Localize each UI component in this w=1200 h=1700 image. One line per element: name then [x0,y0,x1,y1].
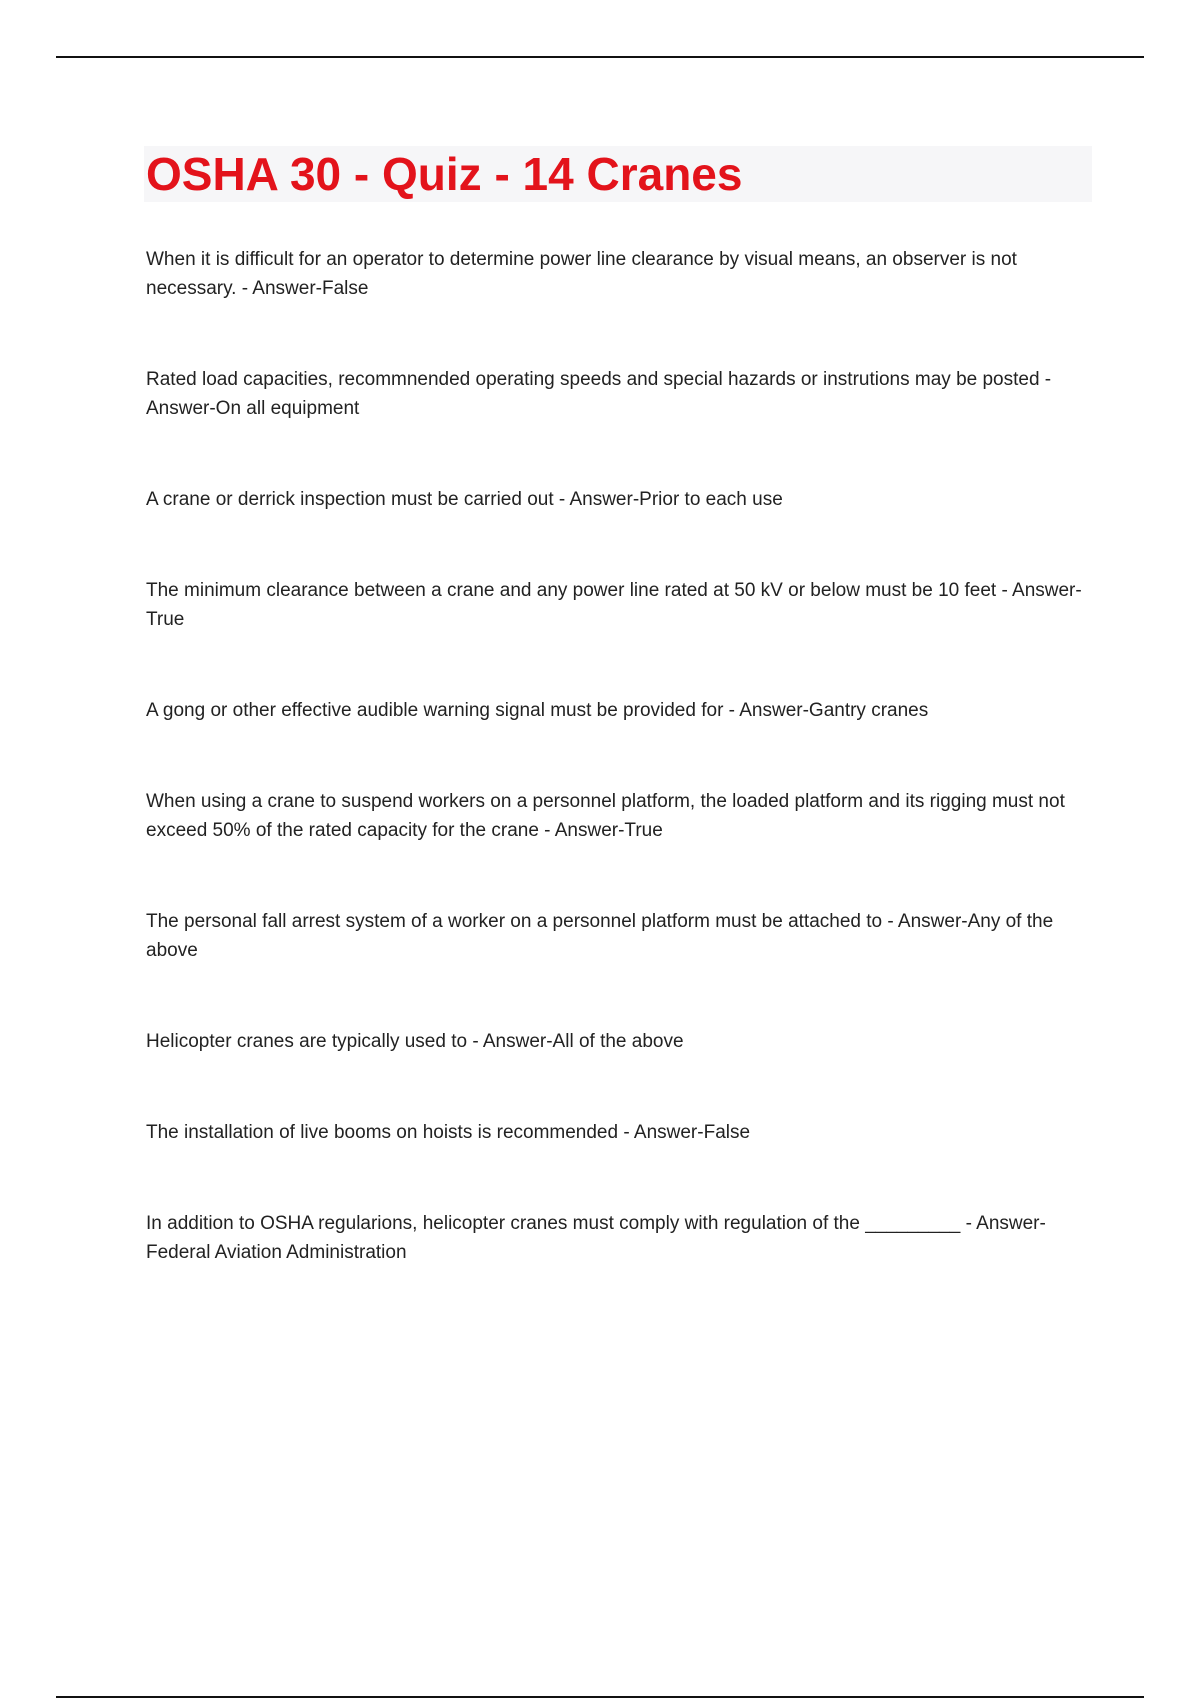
question-item: Helicopter cranes are typically used to - Answer-All of the above [146,1031,684,1052]
header-rule [56,56,1144,58]
footer-rule [56,1696,1144,1698]
question-item: The minimum clearance between a crane and any power line rated at 50 kV or below must be 10 feet - Answer-True [146,580,1082,630]
question-item: The personal fall arrest system of a worker on a personnel platform must be attached to - Answer-Any of the above [146,911,1054,961]
question-item: A gong or other effective audible warning signal must be provided for - Answer-Gantry cranes [146,700,929,721]
question-item: A crane or derrick inspection must be carried out - Answer-Prior to each use [146,489,783,510]
question-item: Rated load capacities, recommnended operating speeds and special hazards or instrutions may be posted - Answer-On all equipment [146,369,1052,419]
question-item: In addition to OSHA regularions, helicopter cranes must comply with regulation of the _________ - Answer-Federal Aviation Administration [146,1213,1046,1263]
document-title: OSHA 30 - Quiz - 14 Cranes [146,148,743,200]
question-item: When it is difficult for an operator to determine power line clearance by visual means, an observer is not necessary. - Answer-False [146,249,1017,299]
question-list [146,245,1090,1329]
question-item: When using a crane to suspend workers on a personnel platform, the loaded platform and its rigging must not exceed 50% of the rated capacity for the crane - Answer-True [146,791,1065,841]
question-item: The installation of live booms on hoists is recommended - Answer-False [146,1122,751,1143]
